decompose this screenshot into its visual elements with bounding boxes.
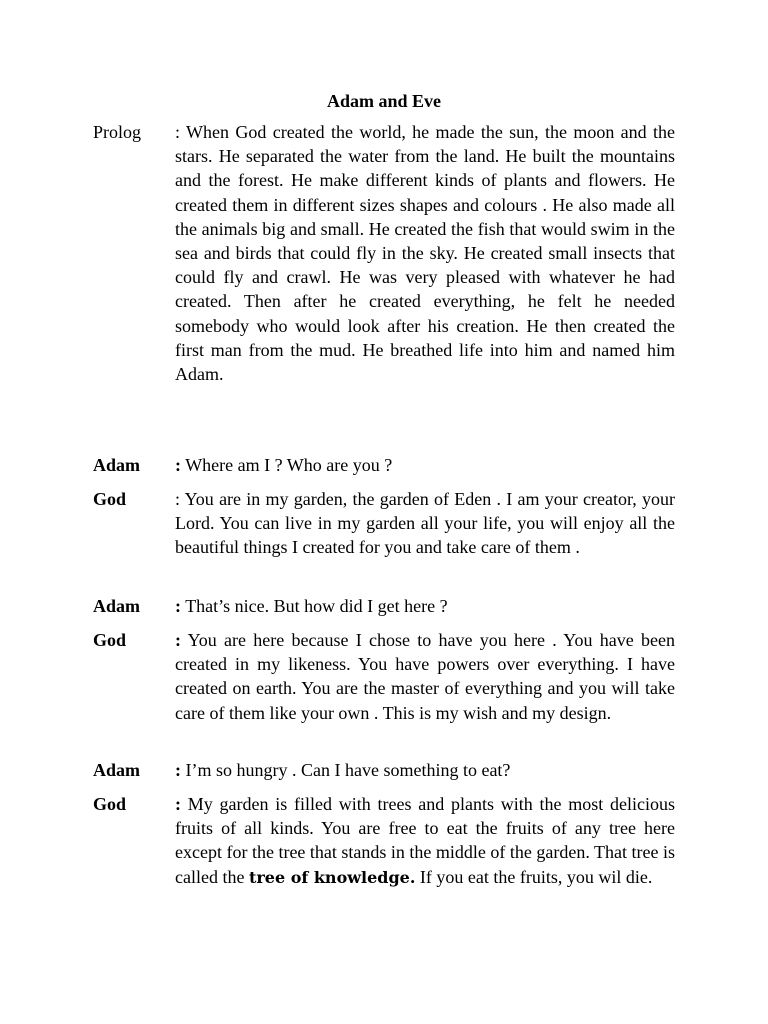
speech-text: You are here because I chose to have you here . You have been created in my likeness. You have powers over everything. I have created on earth. You are the master of everything and you will take care of them like your own . This is my wish and my design. (175, 630, 675, 723)
speech-text-block (175, 758, 675, 782)
speech-text: My garden is filled with trees and plants with the most delicious fruits of all kinds. You are free to eat the fruits of any tree here except for the tree that stands in the middle of the garden. That tree is called the (175, 794, 676, 887)
speaker-label: Prolog (93, 122, 142, 142)
dialogue-line (93, 594, 675, 620)
speaker-label: God (93, 489, 127, 509)
speaker-colon: : (175, 489, 181, 509)
dialogue-line (93, 628, 675, 750)
speech-text: Where am I ? Who are you ? (185, 455, 393, 475)
speaker-label: Adam (93, 455, 141, 475)
emphasized-phrase: tree of knowledge. (248, 867, 416, 887)
speech-text-block (175, 594, 675, 618)
dialogue-line (93, 758, 675, 784)
speech-text-block (175, 628, 675, 725)
speech-text: You are in my garden, the garden of Eden . I am your creator, your Lord. You can live in my garden all your life, you will enjoy all the beautiful things I created for you and take care of them . (175, 489, 675, 558)
speaker-colon: : (175, 630, 181, 650)
speaker-colon: : (175, 455, 181, 475)
speaker-colon: : (175, 794, 181, 814)
speech-text-block (175, 487, 675, 560)
speaker-label: God (93, 630, 127, 650)
speech-text: I’m so hungry . Can I have something to eat? (185, 760, 511, 780)
speech-text-block (175, 453, 675, 477)
speaker-colon: : (175, 596, 181, 616)
speaker-colon: : (175, 122, 181, 142)
speech-text: If you eat the fruits, you wil die. (419, 866, 653, 887)
speaker-colon: : (175, 760, 181, 780)
prolog-block (93, 120, 675, 410)
dialogue-line (93, 792, 675, 914)
speaker-label: Adam (93, 596, 141, 616)
dialogue-line (93, 453, 675, 479)
speech-text: When God created the world, he made the sun, the moon and the stars. He separated the water from the land. He built the mountains and the forest. He make different kinds of plants and flowers. He created them in different sizes shapes and colours . He also made all the animals big and small. He created the fish that would swim in the sea and birds that could fly in the sky. He created small insects that could fly and crawl. He was very pleased with whatever he had created. Then after he created everything, he felt he needed somebody who would look after his creation. He then created the first man from the mud. He breathed life into him and named him Adam. (175, 122, 675, 385)
speech-text: That’s nice. But how did I get here ? (185, 596, 448, 616)
speaker-label: Adam (93, 760, 141, 780)
document-title: Adam and Eve (326, 91, 442, 111)
dialogue-line (93, 487, 675, 585)
speaker-label: God (93, 794, 127, 814)
speech-text-block (175, 792, 675, 890)
prolog-text (175, 120, 675, 386)
